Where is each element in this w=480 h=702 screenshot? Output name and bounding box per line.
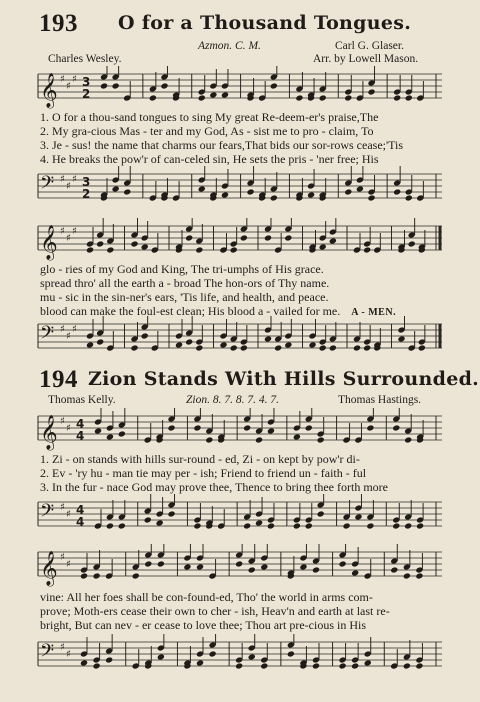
note-head bbox=[329, 344, 337, 351]
sharp-icon: ♯ bbox=[60, 642, 65, 653]
hymn-194-lyric-line: bright, But can nev - er cease to love thee; Thou art pre-cious in His bbox=[40, 618, 367, 632]
note-head bbox=[284, 234, 292, 241]
hymn-193-lyric-line: glo - ries of my God and King, The tri-umphs of His grace. bbox=[40, 262, 324, 276]
note-head bbox=[157, 653, 165, 660]
hymn-194-lyric-line: 2. Ev - 'ry hu - man tie may per - ish; Friend to friend un - faith - ful bbox=[40, 466, 367, 480]
note-head bbox=[270, 82, 278, 89]
bass-clef-icon: 𝄢 bbox=[40, 501, 55, 526]
note-head bbox=[230, 344, 238, 351]
note-head bbox=[130, 240, 138, 247]
bass-clef-icon: 𝄢 bbox=[40, 323, 55, 348]
time-signature-numerator: 4 bbox=[76, 503, 85, 517]
hymn-193-lyric-text: blood can make the foul-est clean; His blood a - vailed for me. bbox=[40, 304, 341, 318]
hymn-194-lyric-line: 3. In the fur - nace God may prove thee, Thence to bring thee forth more bbox=[40, 480, 388, 494]
note-head bbox=[141, 332, 149, 339]
note-head bbox=[94, 427, 102, 434]
note-head bbox=[363, 246, 371, 253]
note-head bbox=[260, 563, 268, 570]
note-head bbox=[274, 344, 282, 351]
hymn-194-tune: Zion. 8. 7. 8. 7. 4. 7. bbox=[186, 394, 279, 406]
note-head bbox=[185, 234, 193, 241]
hymn-193-lyric-line: 3. Je - sus! the name that charms our fears,That bids our sor-rows cease;'Tis bbox=[40, 138, 404, 152]
sharp-icon: ♯ bbox=[60, 502, 65, 513]
note-head bbox=[240, 234, 248, 241]
note-head bbox=[112, 82, 120, 89]
hymn-193-title: O for a Thousand Tongues. bbox=[118, 12, 412, 34]
note-head bbox=[80, 659, 88, 666]
bass-clef-icon: 𝄢 bbox=[40, 641, 55, 666]
hymn-193-treble-staff-2 bbox=[0, 218, 480, 262]
hymn-193-author: Charles Wesley. bbox=[48, 53, 122, 65]
note-head bbox=[403, 662, 411, 669]
note-head bbox=[319, 243, 327, 250]
note-head bbox=[183, 563, 191, 570]
note-head bbox=[235, 560, 243, 567]
hymn-194-treble-staff-1 bbox=[0, 408, 480, 452]
hymn-193-bass-staff-1 bbox=[0, 166, 480, 210]
hymn-193-composer: Carl G. Glaser. bbox=[335, 40, 404, 52]
note-head bbox=[329, 237, 337, 244]
note-head bbox=[255, 436, 263, 443]
sharp-icon: ♯ bbox=[60, 552, 65, 563]
note-head bbox=[198, 185, 206, 192]
note-head bbox=[416, 522, 424, 529]
treble-clef-icon: 𝄞 bbox=[40, 73, 58, 108]
note-head bbox=[287, 650, 295, 657]
note-head bbox=[367, 194, 375, 201]
note-head bbox=[339, 560, 347, 567]
note-head bbox=[144, 516, 152, 523]
sharp-icon: ♯ bbox=[60, 324, 65, 335]
note-head bbox=[319, 94, 327, 101]
note-head bbox=[404, 522, 412, 529]
note-head bbox=[193, 522, 201, 529]
note-head bbox=[248, 653, 256, 660]
note-head bbox=[356, 185, 364, 192]
sharp-icon: ♯ bbox=[66, 649, 71, 660]
note-head bbox=[364, 659, 372, 666]
note-head bbox=[209, 650, 217, 657]
note-head bbox=[193, 424, 201, 431]
note-head bbox=[123, 188, 131, 195]
note-head bbox=[343, 522, 351, 529]
note-head bbox=[284, 341, 292, 348]
note-head bbox=[390, 566, 398, 573]
note-head bbox=[167, 424, 175, 431]
note-head bbox=[393, 94, 401, 101]
note-head bbox=[160, 82, 168, 89]
hymn-193-treble-staff-1 bbox=[0, 66, 480, 110]
note-head bbox=[209, 91, 217, 98]
time-signature-numerator: 3 bbox=[82, 75, 91, 89]
note-head bbox=[351, 662, 359, 669]
note-head bbox=[247, 188, 255, 195]
time-signature-numerator: 3 bbox=[82, 175, 91, 189]
note-head bbox=[319, 344, 327, 351]
note-head bbox=[397, 335, 405, 342]
time-signature-numerator: 4 bbox=[76, 417, 85, 431]
hymn-194-number: 194 bbox=[39, 366, 78, 393]
hymn-193-lyric-line: 4. He breaks the pow'r of can-celed sin, He sets the pris - 'ner free; His bbox=[40, 152, 379, 166]
note-head bbox=[86, 246, 94, 253]
hymn-194-title: Zion Stands With Hills Surrounded. bbox=[88, 368, 480, 390]
sharp-icon: ♯ bbox=[66, 233, 71, 244]
note-head bbox=[205, 436, 213, 443]
note-head bbox=[418, 344, 426, 351]
sharp-icon: ♯ bbox=[72, 324, 77, 335]
note-head bbox=[392, 522, 400, 529]
hymn-194-lyric-line: 1. Zi - on stands with hills sur-round - ed, Zi - on kept by pow'r di- bbox=[40, 452, 360, 466]
note-head bbox=[317, 510, 325, 517]
hymn-193-arranger: Arr. by Lowell Mason. bbox=[313, 53, 419, 65]
note-head bbox=[196, 659, 204, 666]
hymn-193-lyric-line: 1. O for a thou-sand tongues to sing My great Re-deem-er's praise,The bbox=[40, 110, 379, 124]
note-head bbox=[255, 519, 263, 526]
note-head bbox=[96, 240, 104, 247]
sharp-icon: ♯ bbox=[60, 416, 65, 427]
note-head bbox=[354, 513, 362, 520]
note-head bbox=[317, 436, 325, 443]
hymn-193-lyric-line: mu - sic in the sin-ner's ears, 'Tis life, and health, and peace. bbox=[40, 290, 329, 304]
note-head bbox=[366, 522, 374, 529]
sharp-icon: ♯ bbox=[60, 226, 65, 237]
note-head bbox=[415, 572, 423, 579]
note-head bbox=[149, 94, 157, 101]
note-head bbox=[156, 519, 164, 526]
note-head bbox=[248, 566, 256, 573]
treble-clef-icon: 𝄞 bbox=[40, 225, 58, 260]
note-head bbox=[267, 427, 275, 434]
note-head bbox=[293, 433, 301, 440]
note-head bbox=[118, 522, 126, 529]
note-head bbox=[130, 344, 138, 351]
note-head bbox=[344, 188, 352, 195]
hymn-193-lyric-line: spread thro' all the earth a - broad The hon-ors of Thy name. bbox=[40, 276, 330, 290]
hymn-193-tune: Azmon. C. M. bbox=[198, 40, 261, 52]
note-head bbox=[195, 246, 203, 253]
note-head bbox=[305, 522, 313, 529]
note-head bbox=[106, 433, 114, 440]
note-head bbox=[175, 341, 183, 348]
note-head bbox=[118, 430, 126, 437]
note-head bbox=[392, 424, 400, 431]
sharp-icon: ♯ bbox=[66, 509, 71, 520]
hymn-193-number: 193 bbox=[39, 10, 78, 37]
note-head bbox=[264, 335, 272, 342]
sharp-icon: ♯ bbox=[60, 74, 65, 85]
note-head bbox=[344, 94, 352, 101]
time-signature-denominator: 2 bbox=[82, 87, 91, 101]
note-head bbox=[221, 191, 229, 198]
note-head bbox=[363, 344, 371, 351]
note-head bbox=[260, 662, 268, 669]
note-head bbox=[408, 240, 416, 247]
note-head bbox=[196, 563, 204, 570]
note-head bbox=[198, 94, 206, 101]
note-head bbox=[195, 344, 203, 351]
sharp-icon: ♯ bbox=[60, 174, 65, 185]
note-head bbox=[112, 185, 120, 192]
treble-clef-icon: 𝄞 bbox=[40, 551, 58, 586]
note-head bbox=[270, 194, 278, 201]
note-head bbox=[167, 510, 175, 517]
hymn-194-treble-staff-2 bbox=[0, 544, 480, 588]
note-head bbox=[86, 341, 94, 348]
note-head bbox=[230, 246, 238, 253]
note-head bbox=[308, 341, 316, 348]
treble-clef-icon: 𝄞 bbox=[40, 415, 58, 450]
hymn-194-lyric-line: vine: All her foes shall be con-found-ed, Tho' the world in arms com- bbox=[40, 590, 373, 604]
sharp-icon: ♯ bbox=[72, 74, 77, 85]
sharp-icon: ♯ bbox=[66, 181, 71, 192]
hymn-194-bass-staff-2 bbox=[0, 634, 480, 678]
note-head bbox=[293, 522, 301, 529]
hymn-194-bass-staff-1 bbox=[0, 494, 480, 538]
note-head bbox=[307, 191, 315, 198]
note-head bbox=[367, 88, 375, 95]
hymn-193-lyric-line: 2. My gra-cious Mas - ter and my God, As - sist me to pro - claim, To bbox=[40, 124, 374, 138]
note-head bbox=[312, 662, 320, 669]
time-signature-denominator: 4 bbox=[76, 429, 85, 443]
sharp-icon: ♯ bbox=[66, 423, 71, 434]
note-head bbox=[264, 234, 272, 241]
hymn-193-amen: A - MEN. bbox=[351, 307, 397, 318]
note-head bbox=[185, 338, 193, 345]
sharp-icon: ♯ bbox=[66, 81, 71, 92]
note-head bbox=[157, 560, 165, 567]
note-head bbox=[305, 424, 313, 431]
sharp-icon: ♯ bbox=[66, 331, 71, 342]
note-head bbox=[366, 424, 374, 431]
note-head bbox=[295, 94, 303, 101]
note-head bbox=[415, 662, 423, 669]
note-head bbox=[106, 522, 114, 529]
note-head bbox=[240, 344, 248, 351]
note-head bbox=[243, 424, 251, 431]
note-head bbox=[393, 188, 401, 195]
bass-clef-icon: 𝄢 bbox=[40, 173, 55, 198]
note-head bbox=[80, 572, 88, 579]
sharp-icon: ♯ bbox=[72, 174, 77, 185]
note-head bbox=[96, 338, 104, 345]
note-head bbox=[267, 522, 275, 529]
note-head bbox=[132, 572, 140, 579]
note-head bbox=[105, 656, 113, 663]
sharp-icon: ♯ bbox=[72, 226, 77, 237]
note-head bbox=[106, 246, 114, 253]
time-signature-denominator: 4 bbox=[76, 515, 85, 529]
note-head bbox=[221, 91, 229, 98]
note-head bbox=[93, 662, 101, 669]
note-head bbox=[93, 572, 101, 579]
sharp-icon: ♯ bbox=[66, 559, 71, 570]
note-head bbox=[339, 662, 347, 669]
note-head bbox=[403, 572, 411, 579]
note-head bbox=[405, 94, 413, 101]
hymn-194-composer: Thomas Hastings. bbox=[338, 394, 422, 406]
note-head bbox=[144, 560, 152, 567]
note-head bbox=[351, 569, 359, 576]
note-head bbox=[353, 344, 361, 351]
time-signature-denominator: 2 bbox=[82, 187, 91, 201]
note-head bbox=[100, 82, 108, 89]
note-head bbox=[219, 341, 227, 348]
note-head bbox=[141, 243, 149, 250]
hymn-193-bass-staff-2 bbox=[0, 316, 480, 360]
note-head bbox=[243, 522, 251, 529]
note-head bbox=[299, 563, 307, 570]
note-head bbox=[405, 194, 413, 201]
hymn-194-lyric-line: prove; Moth-ers cease their own to cher - ish, Heav'n and earth at last re- bbox=[40, 604, 390, 618]
note-head bbox=[235, 662, 243, 669]
note-head bbox=[404, 436, 412, 443]
note-head bbox=[312, 566, 320, 573]
hymn-194-author: Thomas Kelly. bbox=[48, 394, 116, 406]
